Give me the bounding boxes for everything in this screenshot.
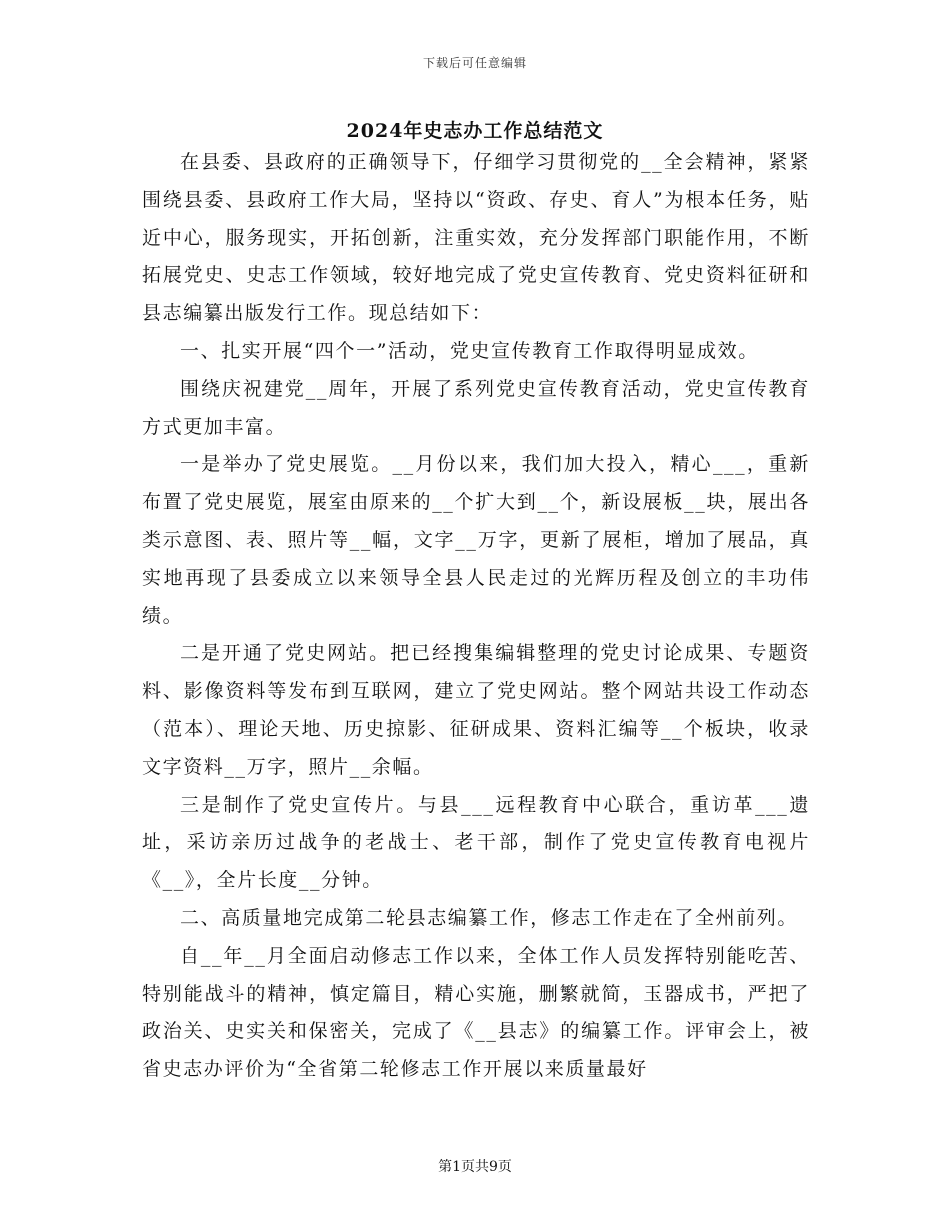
page-number-footer: 第1页共9页: [438, 1159, 512, 1175]
paragraph-exhibition: 一是举办了党史展览。__月份以来，我们加大投入，精心___，重新布置了党史展览，展室由原来的__个扩大到__个，新设展板__块，展出各类示意图、表、照片等__幅，文字__万字，更新了展柜，增加了展品，真实地再现了县委成立以来领导全县人民走过的光辉历程及创立的丰功伟绩。: [142, 453, 810, 627]
document-body: [142, 144, 810, 1089]
page-header-note: 下载后可任意编辑: [422, 56, 527, 70]
paragraph-county-annals: 自__年__月全面启动修志工作以来，全体工作人员发挥特别能吃苦、特别能战斗的精神，慎定篇目，精心实施，删繁就简，玉器成书，严把了政治关、史实关和保密关，完成了《__县志》的编纂工作。评审会上，被省史志办评价为“全省第二轮修志工作开展以来质量最好: [142, 944, 810, 1081]
paragraph-website: 二是开通了党史网站。把已经搜集编辑整理的党史讨论成果、专题资料、影像资料等发布到互联网，建立了党史网站。整个网站共设工作动态（范本）、理论天地、历史掠影、征研成果、资料汇编等__个板块，收录文字资料__万字，照片__余幅。: [142, 642, 810, 778]
paragraph-section-2-heading: 二、高质量地完成第二轮县志编纂工作，修志工作走在了全州前列。: [180, 906, 799, 929]
paragraph-promo-film: 三是制作了党史宣传片。与县___远程教育中心联合，重访革___遗址，采访亲历过战争的老战士、老干部，制作了党史宣传教育电视片《__》，全片长度__分钟。: [142, 793, 810, 892]
paragraph-section-1-heading: 一、扎实开展“四个一”活动，党史宣传教育工作取得明显成效。: [180, 339, 759, 362]
paragraph-section-1-summary: 围绕庆祝建党__周年，开展了系列党史宣传教育活动，党史宣传教育方式更加丰富。: [142, 377, 810, 438]
document-title: 2024年史志办工作总结范文: [346, 120, 604, 142]
paragraph-intro: 在县委、县政府的正确领导下，仔细学习贯彻党的__全会精神，紧紧围绕县委、县政府工作大局，坚持以“资政、存史、育人”为根本任务，贴近中心，服务现实，开拓创新，注重实效，充分发挥部门职能作用，不断拓展党史、史志工作领域，较好地完成了党史宣传教育、党史资料征研和县志编纂出版发行工作。现总结如下：: [142, 151, 810, 325]
